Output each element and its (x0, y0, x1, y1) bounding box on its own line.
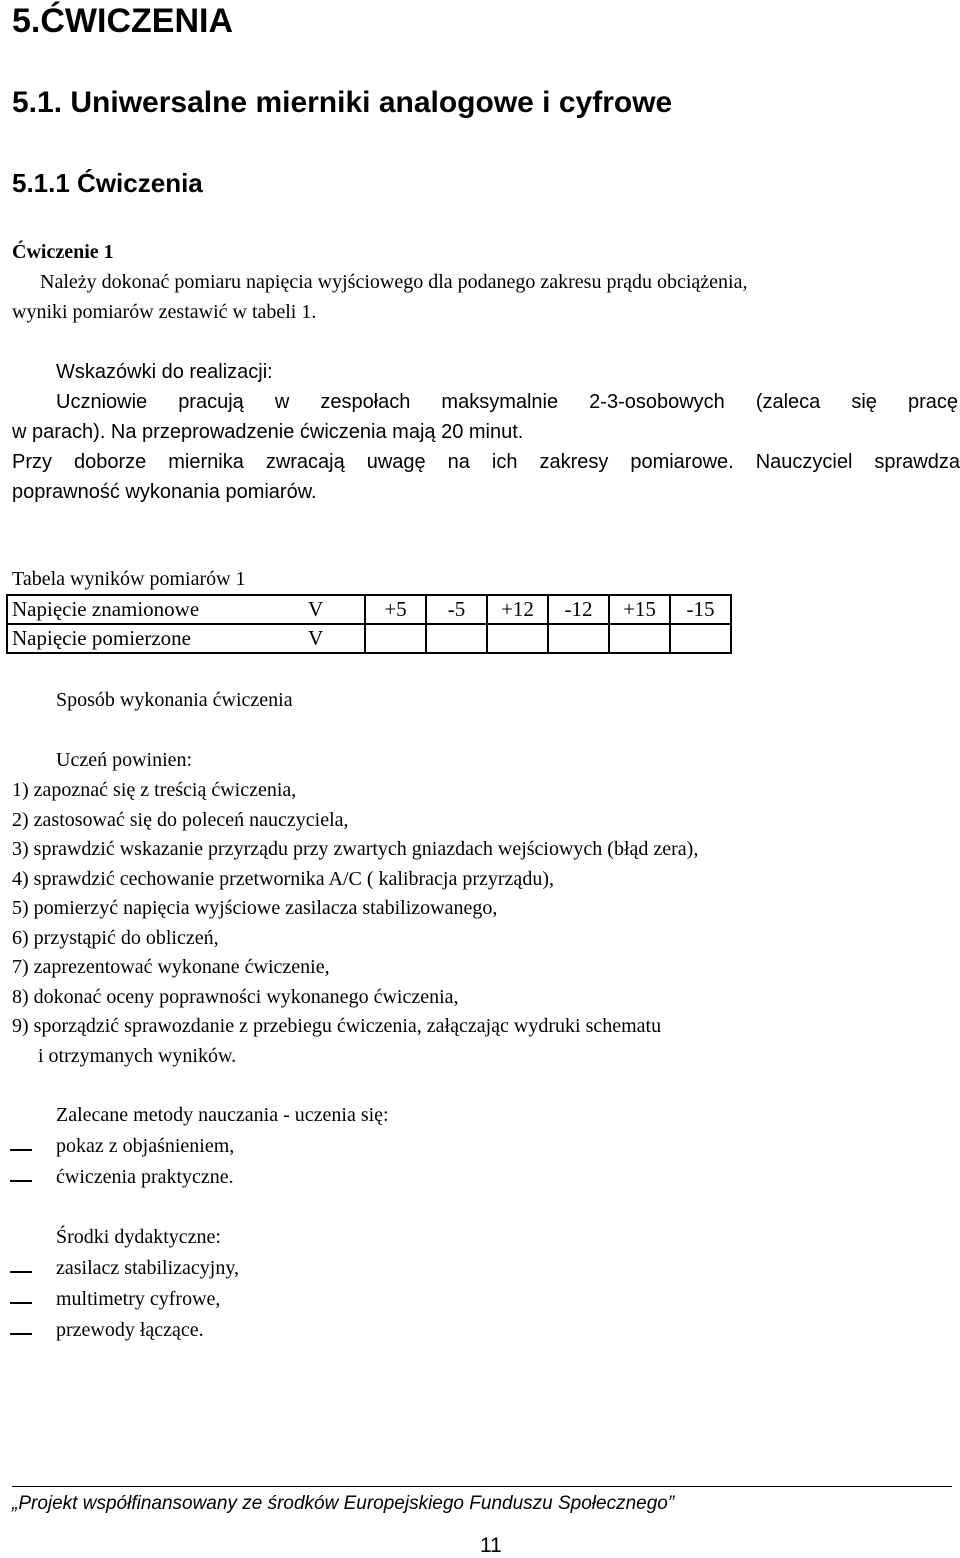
dash-bullet (10, 1149, 32, 1151)
chapter-heading: 5.ĆWICZENIA (12, 2, 233, 40)
list-item: 7) zaprezentować wykonane ćwiczenie, (12, 956, 330, 978)
table-row-measured (7, 624, 731, 653)
table-row-nominal (7, 595, 731, 624)
list-item: 4) sprawdzić cechowanie przetwornika A/C ( kalibracja przyrządu), (12, 868, 554, 890)
table-cell: +15 (609, 595, 670, 624)
hints-line4: poprawność wykonania pomiarów. (12, 481, 317, 503)
footer-text: „Projekt współfinansowany ze środków Europejskiego Funduszu Społecznego” (12, 1493, 675, 1514)
section-heading: 5.1. Uniwersalne mierniki analogowe i cyfrowe (12, 86, 673, 119)
list-item: 1) zapoznać się z treścią ćwiczenia, (12, 779, 297, 801)
table-cell (670, 624, 731, 653)
dash-bullet (10, 1333, 32, 1335)
resources-item: zasilacz stabilizacyjny, (56, 1257, 240, 1279)
table-cell: -15 (670, 595, 731, 624)
table-cell: +12 (487, 595, 548, 624)
resources-title: Środki dydaktyczne: (56, 1226, 221, 1248)
footer-divider (12, 1486, 952, 1487)
exercise-title: Ćwiczenie 1 (12, 241, 114, 263)
dash-bullet (10, 1180, 32, 1182)
table-cell: -5 (426, 595, 487, 624)
resources-item: multimetry cyfrowe, (56, 1288, 221, 1310)
dash-bullet (10, 1302, 32, 1304)
table-cell (426, 624, 487, 653)
list-item-continuation: i otrzymanych wyników. (38, 1045, 237, 1067)
row-label: Napięcie znamionowe (7, 595, 298, 624)
table-caption: Tabela wyników pomiarów 1 (12, 568, 246, 590)
dash-bullet (10, 1271, 32, 1273)
row-unit: V (298, 595, 365, 624)
results-table (6, 594, 732, 654)
list-item: 9) sporządzić sprawozdanie z przebiegu ćwiczenia, załączając wydruki schematu (12, 1015, 662, 1037)
list-item: 2) zastosować się do poleceń nauczyciela, (12, 809, 349, 831)
resources-item: przewody łączące. (56, 1319, 204, 1341)
exercise-text-line1: Należy dokonać pomiaru napięcia wyjściowego dla podanego zakresu prądu obciążenia, (40, 271, 748, 293)
methods-item: pokaz z objaśnieniem, (56, 1135, 235, 1157)
list-item: 8) dokonać oceny poprawności wykonanego ćwiczenia, (12, 986, 459, 1008)
table-cell (548, 624, 609, 653)
subsection-heading: 5.1.1 Ćwiczenia (12, 168, 203, 198)
table-cell (487, 624, 548, 653)
list-item: 3) sprawdzić wskazanie przyrządu przy zwartych gniazdach wejściowych (błąd zera), (12, 838, 699, 860)
row-label: Napięcie pomierzone (7, 624, 298, 653)
methods-title: Zalecane metody nauczania - uczenia się: (56, 1104, 389, 1126)
table-cell: +5 (365, 595, 426, 624)
exercise-text-line2: wyniki pomiarów zestawić w tabeli 1. (12, 301, 317, 323)
table-cell (365, 624, 426, 653)
method-title: Sposób wykonania ćwiczenia (56, 689, 293, 711)
hints-title: Wskazówki do realizacji: (56, 361, 273, 383)
hints-line2: w parach). Na przeprowadzenie ćwiczenia mają 20 minut. (12, 421, 524, 443)
hints-line3: Przy doborze miernika zwracają uwagę na ich zakresy pomiarowe. Nauczyciel sprawdza (12, 451, 960, 473)
row-unit: V (298, 624, 365, 653)
page-number: 11 (480, 1534, 502, 1557)
hints-line1: Uczniowie pracują w zespołach maksymalnie 2-3-osobowych (zaleca się pracę (56, 391, 958, 413)
list-item: 5) pomierzyć napięcia wyjściowe zasilacza stabilizowanego, (12, 897, 498, 919)
student-title: Uczeń powinien: (56, 749, 193, 771)
list-item: 6) przystąpić do obliczeń, (12, 927, 219, 949)
methods-item: ćwiczenia praktyczne. (56, 1166, 234, 1188)
table-cell (609, 624, 670, 653)
table-cell: -12 (548, 595, 609, 624)
